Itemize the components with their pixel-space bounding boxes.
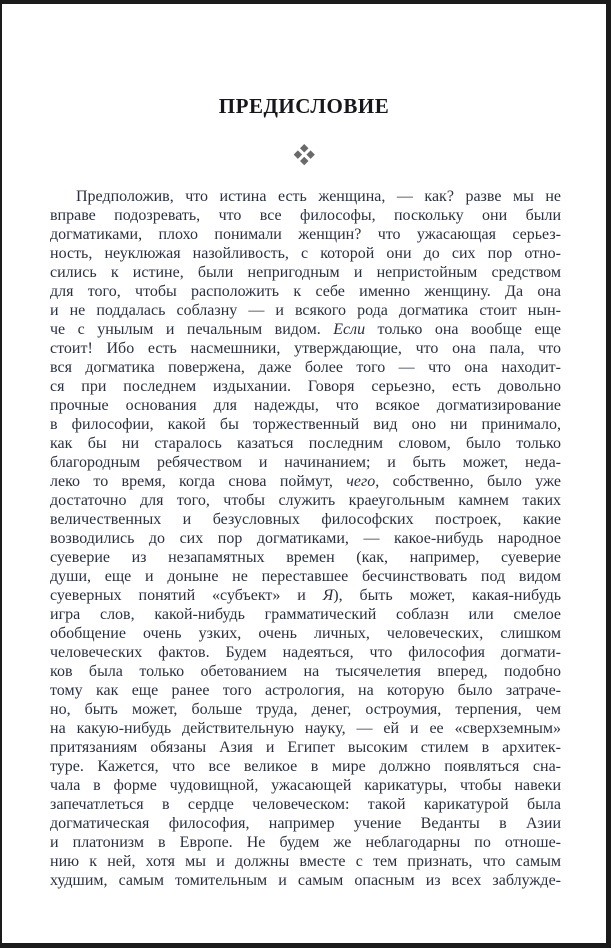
body-line: запечатлеться в сердце человеческом: такой карикатурой была bbox=[50, 796, 561, 813]
diamond-cluster-icon bbox=[294, 144, 315, 165]
body-line: человеческих фактов. Будем надеяться, что философия догмати- bbox=[50, 644, 561, 661]
body-text bbox=[50, 187, 561, 890]
body-line: возводились до сих пор догматиками, — какое-нибудь народное bbox=[50, 530, 561, 547]
body-line: и платонизм в Европе. Не будем же неблагодарны по отноше- bbox=[50, 834, 561, 851]
body-line: тому как еще ранее того астрология, на которую было затраче- bbox=[50, 682, 561, 699]
body-line: догматическая философия, например учение Веданты в Азии bbox=[50, 815, 561, 832]
body-line: но, быть может, больше труда, денег, остроумия, терпения, чем bbox=[50, 701, 561, 718]
ornament-diamond bbox=[294, 150, 302, 158]
body-line: нию к ней, хотя мы и должны вместе с тем признать, что самым bbox=[50, 853, 561, 870]
body-line: благородным ребячеством и начинанием; и быть может, неда- bbox=[50, 454, 561, 471]
body-line: ся при последнем издыхании. Говоря серьезно, есть довольно bbox=[50, 378, 561, 395]
body-line: сились к истине, были непригодным и непристойным средством bbox=[50, 264, 561, 281]
page-title: ПРЕДИСЛОВИЕ bbox=[218, 94, 390, 118]
ornament-diamond bbox=[300, 156, 308, 164]
body-line: величественных и безусловных философских построек, какие bbox=[50, 511, 561, 528]
body-line: достаточно для того, чтобы служить краеугольным камнем таких bbox=[50, 492, 561, 509]
body-line: туре. Кажется, что все великое в мире должно появляться сна- bbox=[50, 758, 561, 775]
body-line: вправе подозревать, что все философы, поскольку они были bbox=[50, 207, 561, 224]
body-line: Предположив, что истина есть женщина, — как? разве мы не bbox=[76, 188, 561, 205]
body-line: че с унылым и печальным видом. Если только она вообще еще bbox=[50, 321, 561, 338]
body-line: обобщение очень узких, очень личных, человеческих, слишком bbox=[50, 625, 561, 642]
ornament-icon bbox=[2, 143, 606, 165]
body-line: суеверных понятий «субъект» и Я), быть может, какая-нибудь bbox=[50, 587, 562, 604]
body-line: ков была только обетованием на тысячелетия вперед, подобно bbox=[50, 663, 561, 680]
body-line: стоит! Ибо есть насмешники, утверждающие, что она пала, что bbox=[50, 340, 561, 357]
body-line: худшим, самым томительным и самым опасным из всех заблужде- bbox=[50, 872, 561, 889]
body-line: чала в форме чудовищной, ужасающей карикатуры, чтобы навеки bbox=[50, 777, 561, 794]
body-line: души, еще и доныне не переставшее бесчинствовать под видом bbox=[50, 568, 561, 585]
body-line: суеверие из незапамятных времен (как, например, суеверие bbox=[50, 549, 561, 566]
body-line: притязаниям обязаны Азия и Египет высоким стилем в архитек- bbox=[50, 739, 561, 756]
body-line: для того, чтобы расположить к себе именно женщину. Да она bbox=[50, 283, 561, 300]
ornament-diamond bbox=[300, 144, 308, 152]
body-line: на какую-нибудь действительную науку, — ей и ее «сверхземным» bbox=[50, 720, 561, 737]
body-line: догматиками, плохо понимали женщин? что ужасающая серьез- bbox=[50, 226, 561, 243]
body-line: в философии, какой бы торжественный вид оно ни принимало, bbox=[50, 416, 561, 433]
body-line: ность, неуклюжая назойливость, с которой они до сих пор отно- bbox=[50, 245, 561, 262]
body-line: игра слов, какой-нибудь грамматический соблазн или смелое bbox=[50, 606, 561, 623]
ornament-diamond bbox=[306, 150, 314, 158]
body-line: прочные основания для надежды, что всякое догматизирование bbox=[50, 397, 561, 414]
body-line: вся догматика повержена, даже более того — что она находит- bbox=[50, 359, 561, 376]
body-line: леко то время, когда снова поймут, чего, собственно, было уже bbox=[50, 473, 561, 490]
body-line: и не поддалась соблазну — и всякого рода догматика стоит нын- bbox=[50, 302, 561, 319]
body-line: как бы ни старалось казаться последним словом, было только bbox=[50, 435, 561, 452]
